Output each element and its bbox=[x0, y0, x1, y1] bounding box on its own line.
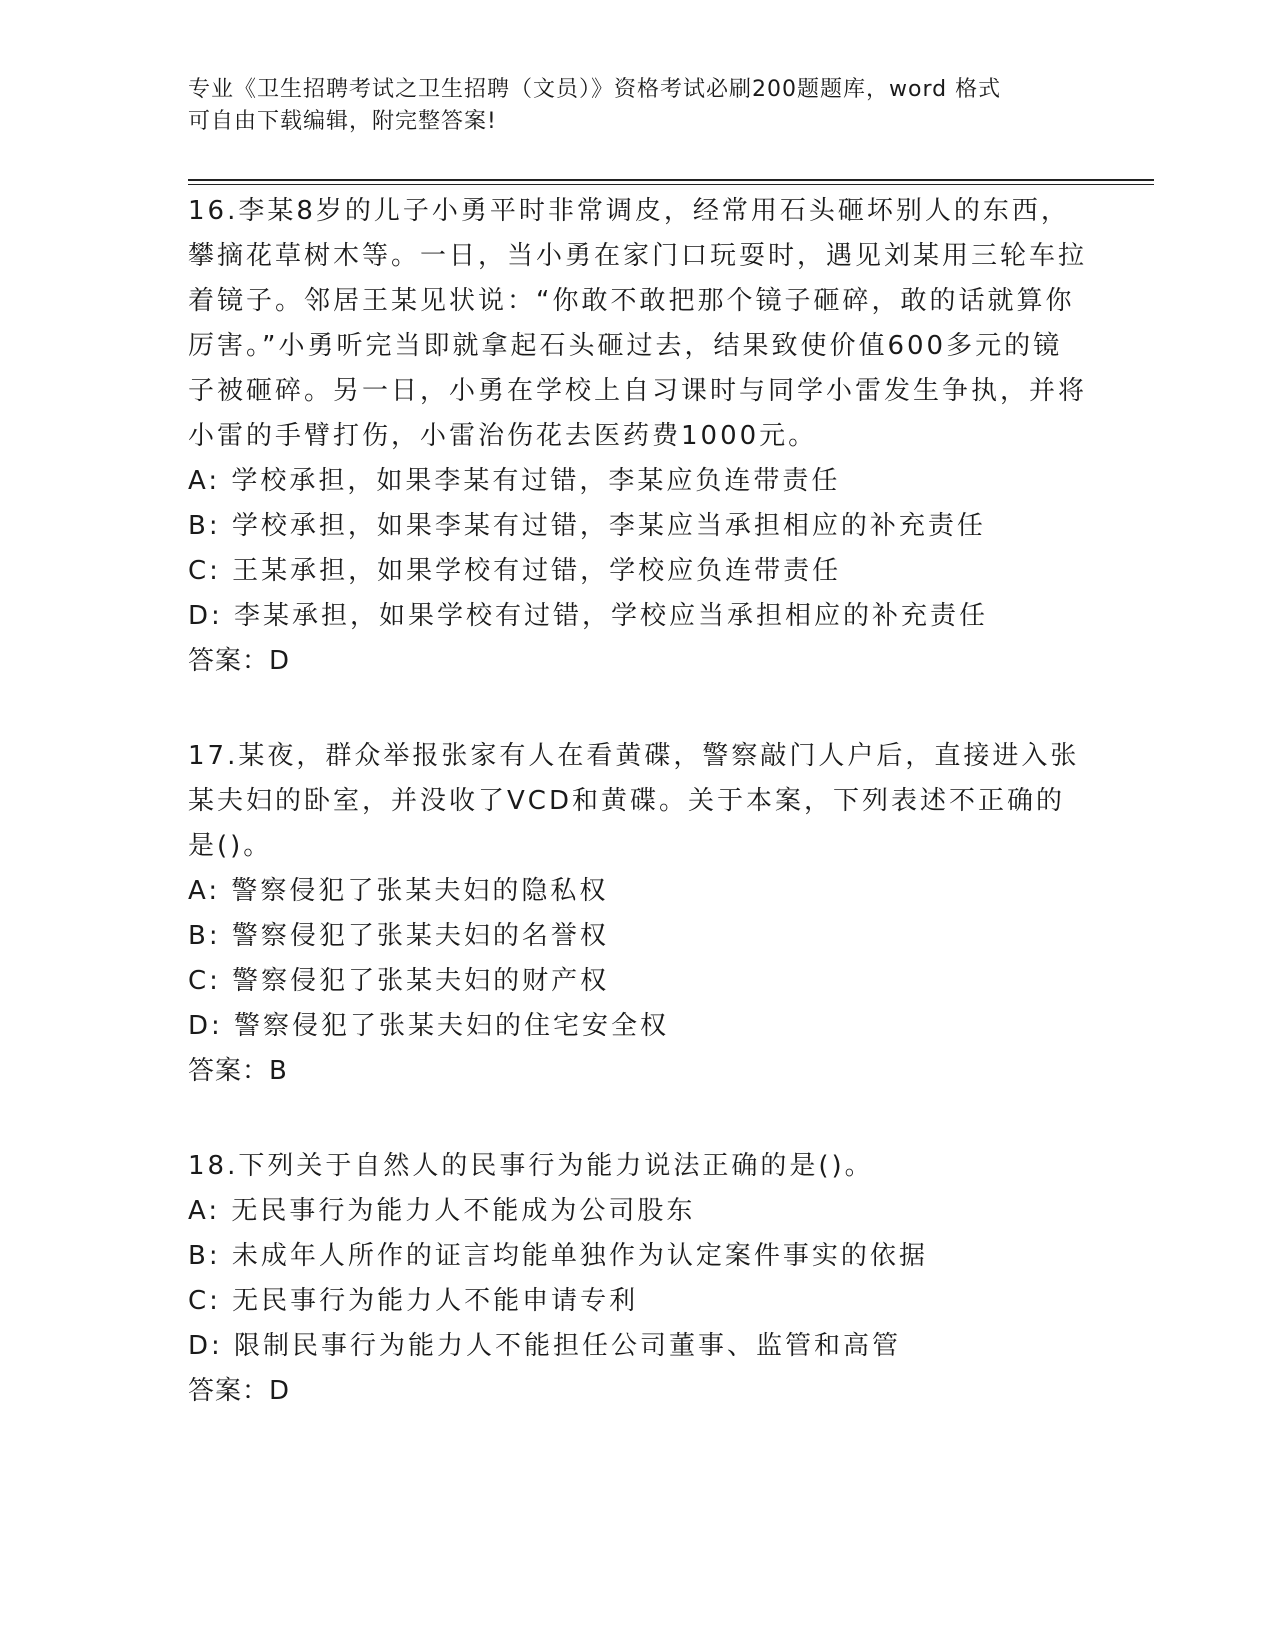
option-c: C: 警察侵犯了张某夫妇的财产权 bbox=[188, 966, 610, 996]
option-list bbox=[188, 1189, 1088, 1369]
option-b: B: 未成年人所作的证言均能单独作为认定案件事实的依据 bbox=[188, 1241, 928, 1271]
option-list bbox=[188, 869, 1088, 1049]
answer-line: 答案：B bbox=[188, 1056, 288, 1086]
question-stem: 18.下列关于自然人的民事行为能力说法正确的是()。 bbox=[188, 1151, 874, 1181]
option-d: D: 限制民事行为能力人不能担任公司董事、监管和高管 bbox=[188, 1331, 902, 1361]
header-divider-thin bbox=[188, 184, 1154, 185]
option-c: C: 无民事行为能力人不能申请专利 bbox=[188, 1286, 639, 1316]
question-17 bbox=[188, 734, 1088, 1094]
option-b: B: 学校承担，如果李某有过错，李某应当承担相应的补充责任 bbox=[188, 511, 986, 541]
question-stem: 17.某夜，群众举报张家有人在看黄碟，警察敲门人户后，直接进入张某夫妇的卧室，并没收了VCD和黄碟。关于本案，下列表述不正确的是()。 bbox=[188, 741, 1080, 861]
header-divider-thick bbox=[188, 179, 1154, 181]
document-header: 专业《卫生招聘考试之卫生招聘（文员）》资格考试必刷200题题库，word 格式 可自由下载编辑，附完整答案! bbox=[188, 77, 1002, 134]
option-a: A: 警察侵犯了张某夫妇的隐私权 bbox=[188, 876, 609, 906]
question-16 bbox=[188, 189, 1088, 684]
option-d: D: 李某承担，如果学校有过错，学校应当承担相应的补充责任 bbox=[188, 601, 989, 631]
answer-line: 答案：D bbox=[188, 646, 291, 676]
option-a: A: 学校承担，如果李某有过错，李某应负连带责任 bbox=[188, 466, 841, 496]
question-18 bbox=[188, 1144, 1088, 1414]
option-d: D: 警察侵犯了张某夫妇的住宅安全权 bbox=[188, 1011, 670, 1041]
option-a: A: 无民事行为能力人不能成为公司股东 bbox=[188, 1196, 696, 1226]
option-c: C: 王某承担，如果学校有过错，学校应负连带责任 bbox=[188, 556, 842, 586]
question-stem: 16.李某8岁的儿子小勇平时非常调皮，经常用石头砸坏别人的东西，攀摘花草树木等。一日，当小勇在家门口玩耍时，遇见刘某用三轮车拉着镜子。邻居王某见状说：“你敢不敢把那个镜子砸碎，敢的话就算你厉害。”小勇听完当即就拿起石头砸过去，结果致使价值600多元的镜子被砸碎。另一日，小勇在学校上自习课时与同学小雷发生争执，并将小雷的手臂打伤，小雷治伤花去医药费1000元。 bbox=[188, 196, 1088, 451]
option-list bbox=[188, 459, 1088, 639]
option-b: B: 警察侵犯了张某夫妇的名誉权 bbox=[188, 921, 609, 951]
answer-line: 答案：D bbox=[188, 1376, 291, 1406]
question-list bbox=[188, 189, 1088, 1464]
